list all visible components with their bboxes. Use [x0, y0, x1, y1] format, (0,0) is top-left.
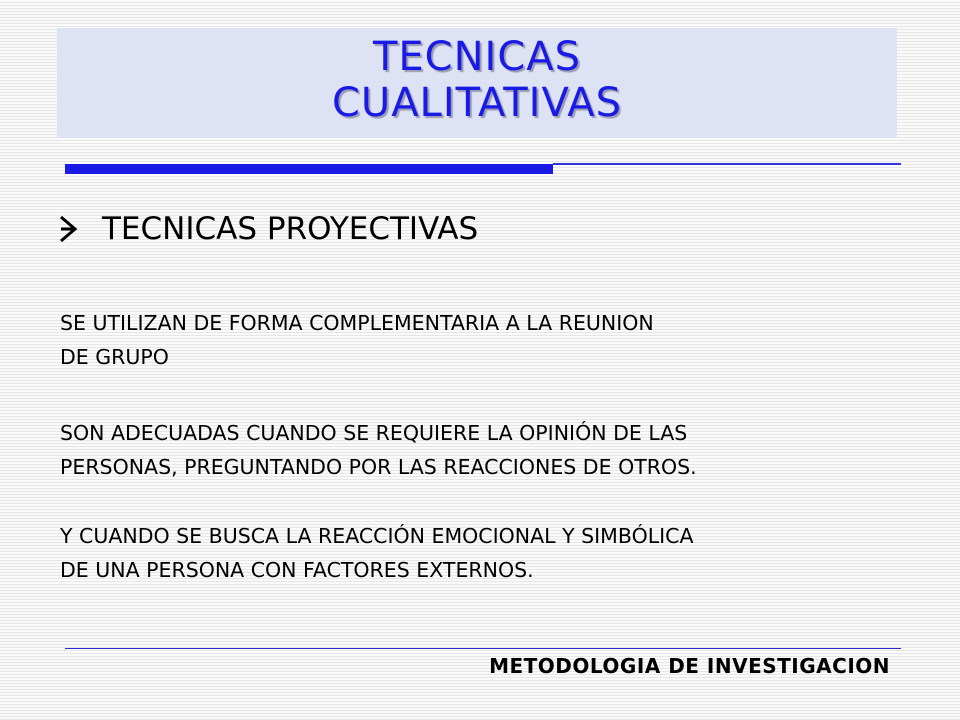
arrow-bullet-icon	[58, 214, 82, 244]
title-underline-thin	[553, 163, 901, 165]
paragraph-3-line-1: Y CUANDO SE BUSCA LA REACCIÓN EMOCIONAL Y SIMBÓLICA	[60, 524, 694, 548]
slide-title-line-1: TECNICAS	[372, 34, 582, 80]
paragraph-3	[60, 519, 940, 587]
paragraph-2-line-1: SON ADECUADAS CUANDO SE REQUIERE LA OPINIÓN DE LAS	[60, 421, 688, 445]
paragraph-1	[60, 306, 940, 374]
title-underline-thick	[65, 164, 553, 174]
section-heading	[58, 206, 478, 252]
slide-title-line-2: CUALITATIVAS	[331, 80, 623, 126]
footer-text: METODOLOGIA DE INVESTIGACION	[489, 654, 890, 678]
paragraph-1-line-2: DE GRUPO	[60, 345, 169, 369]
paragraph-2	[60, 416, 940, 484]
paragraph-1-line-1: SE UTILIZAN DE FORMA COMPLEMENTARIA A LA REUNION	[60, 311, 654, 335]
paragraph-2-line-2: PERSONAS, PREGUNTANDO POR LAS REACCIONES DE OTROS.	[60, 455, 697, 479]
title-banner	[57, 28, 897, 138]
section-heading-text: TECNICAS PROYECTIVAS	[102, 211, 479, 247]
paragraph-3-line-2: DE UNA PERSONA CON FACTORES EXTERNOS.	[60, 558, 534, 582]
footer-divider	[65, 648, 901, 649]
